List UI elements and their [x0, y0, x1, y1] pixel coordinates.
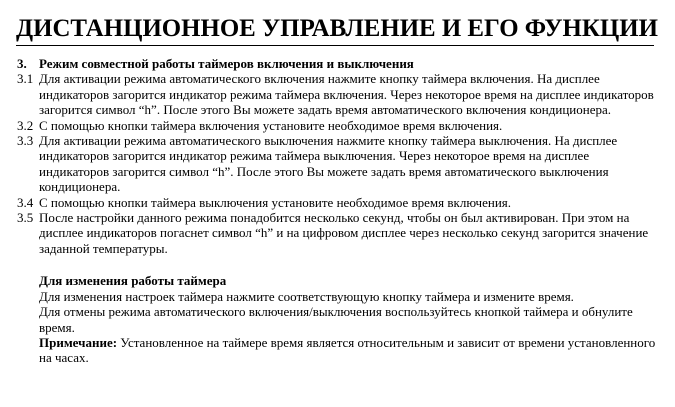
- item-text: Для активации режима автоматического выключения нажмите кнопку таймера выключения. На дисплее индикаторов загорится индикатор режима таймера выключения. Через некоторое время на дисплее индикаторов загорится символ “h”. После этого Вы можете задать время автоматического выключения кондиционера.: [39, 133, 618, 195]
- item-number: 3.3: [17, 133, 34, 149]
- item-number: 3.2: [17, 117, 34, 133]
- item-text: Для активации режима автоматического включения нажмите кнопку таймера включения. На дисплее индикаторов загорится индикатор режима таймера включения. Через некоторое время на дисплее индикаторов загорится символ “h”. После этого Вы можете задать время автоматического включения кондиционера.: [39, 71, 654, 118]
- page-title: ДИСТАНЦИОННОЕ УПРАВЛЕНИЕ И ЕГО ФУНКЦИИ: [16, 15, 658, 42]
- item-text: После настройки данного режима понадобится несколько секунд, чтобы он был активирован. При этом на дисплее индикаторов погаснет символ “h” и на цифровом дисплее через несколько секунд загорится значение заданной температуры.: [39, 210, 649, 256]
- note-label: Примечание:: [39, 334, 118, 350]
- change-timer-heading: Для изменения работы таймера: [39, 273, 227, 289]
- list-item: [17, 210, 657, 256]
- note-text: Установленное на таймере время является относительным и зависит от времени установленного на часах.: [39, 334, 656, 366]
- list-item: [17, 71, 657, 117]
- change-timer-line-1: Для изменения настроек таймера нажмите соответствующую кнопку таймера и измените время.: [39, 288, 574, 304]
- item-number: 3.1: [17, 71, 34, 87]
- title-underline: [16, 45, 654, 46]
- item-number: 3.4: [17, 194, 34, 210]
- section-heading-text: Режим совместной работы таймеров включения и выключения: [39, 56, 414, 71]
- document-body: [17, 56, 657, 366]
- change-timer-block: [17, 273, 657, 365]
- item-number: 3.5: [17, 210, 34, 226]
- list-item: [17, 118, 657, 133]
- item-text: С помощью кнопки таймера включения установите необходимое время включения.: [39, 117, 503, 133]
- item-text: С помощью кнопки таймера выключения установите необходимое время включения.: [39, 194, 511, 210]
- spacer: [17, 256, 657, 273]
- section-heading: [17, 56, 657, 71]
- note: [39, 335, 657, 366]
- list-item: [17, 133, 657, 195]
- list-item: [17, 195, 657, 210]
- change-timer-line-2: Для отмены режима автоматического включения/выключения воспользуйтесь кнопкой таймера и обнулите время.: [39, 304, 633, 335]
- section-number: 3.: [17, 56, 27, 71]
